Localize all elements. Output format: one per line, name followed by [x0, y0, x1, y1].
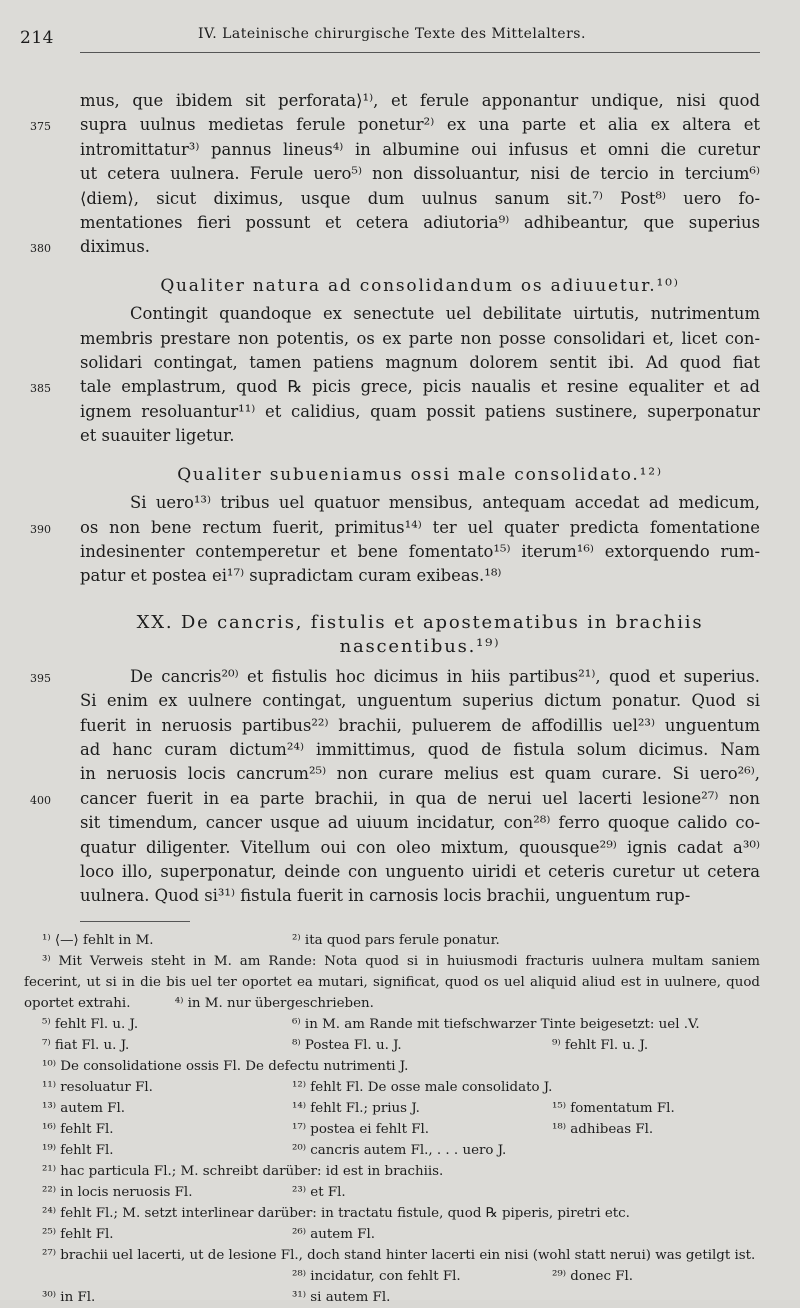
footnote: ²¹⁾ hac particula Fl.; M. schreibt darüber: id est in brachiis. — [42, 1163, 444, 1179]
text-line — [80, 89, 760, 113]
footnote — [24, 951, 760, 1014]
line-text: membris prestare non potentis, os ex parte non posse consolidari et, licet con- — [80, 328, 760, 348]
footnote-row — [24, 1266, 760, 1287]
line-text: diximus. — [80, 237, 150, 257]
footnote: ¹⁶⁾ fehlt Fl. — [42, 1121, 114, 1137]
line-number: 380 — [30, 242, 51, 256]
text-line — [30, 516, 760, 540]
line-text: ⟨diem⟩, sicut diximus, usque dum uulnus sanum sit.⁷⁾ Post⁸⁾ uero fo- — [80, 188, 760, 208]
line-text: mus, que ibidem sit perforata⟩¹⁾, et ferule apponantur undique, nisi quod — [80, 91, 760, 110]
line-text: uulnera. Quod si³¹⁾ fistula fuerit in carnosis locis brachii, unguentum rup- — [80, 886, 691, 906]
text-line — [80, 738, 760, 762]
footnote-row — [24, 1161, 760, 1182]
text-line — [30, 787, 760, 811]
footnote: ²⁵⁾ fehlt Fl. — [42, 1226, 114, 1242]
line-text: Si uero¹³⁾ tribus uel quatuor mensibus, antequam accedat ad medicum, — [130, 493, 760, 513]
text-line — [80, 351, 760, 375]
text-line — [80, 564, 760, 588]
footnote: ¹⁴⁾ fehlt Fl.; prius J. — [292, 1100, 420, 1116]
text-line — [80, 400, 760, 424]
footnote: ⁶⁾ in M. am Rande mit tiefschwarzer Tinte beigesetzt: uel .V. — [292, 1016, 700, 1032]
main-text — [30, 89, 760, 909]
paragraph — [30, 665, 760, 909]
line-text: ut cetera uulnera. Ferule uero⁵⁾ non dissoluantur, nisi de tercio in tercium⁶⁾ — [80, 164, 760, 184]
footnote-row — [24, 1014, 760, 1035]
text-line — [80, 138, 760, 162]
line-text: sit timendum, cancer usque ad uiuum incidatur, con²⁸⁾ ferro quoque calido co- — [80, 813, 760, 833]
paragraph — [30, 89, 760, 260]
line-text: in neruosis locis cancrum²⁵⁾ non curare melius est quam curare. Si uero²⁶⁾, — [80, 764, 760, 784]
footnote: ²⁾ ita quod pars ferule ponatur. — [292, 932, 500, 948]
footnote-row — [24, 1098, 760, 1119]
line-text: ad hanc curam dictum²⁴⁾ immittimus, quod de fistula solum dicimus. Nam — [80, 739, 760, 759]
text-line — [80, 302, 760, 326]
line-number: 375 — [30, 120, 51, 134]
footnote-row — [24, 1056, 760, 1077]
footnote-row — [24, 1140, 760, 1161]
footnote: ³⁰⁾ in Fl. — [42, 1289, 96, 1305]
text-line — [30, 665, 760, 689]
line-number: 395 — [30, 671, 51, 685]
text-line — [30, 375, 760, 399]
paragraph — [30, 302, 760, 448]
footnote: ²⁴⁾ fehlt Fl.; M. setzt interlinear darüber: in tractatu fistule, quod ℞ piperis, piretri etc. — [42, 1205, 630, 1221]
footnote: ²⁹⁾ donec Fl. — [552, 1268, 634, 1284]
footnote-row — [24, 1035, 760, 1056]
footnote: ²³⁾ et Fl. — [292, 1184, 346, 1200]
line-text: os non bene rectum fuerit, primitus¹⁴⁾ ter uel quater predicta fomentatione — [80, 517, 760, 537]
section-heading: Qualiter natura ad consolidandum os adiuuetur.¹⁰⁾ — [160, 275, 680, 296]
line-text: patur et postea ei¹⁷⁾ supradictam curam exibeas.¹⁸⁾ — [80, 566, 502, 586]
text-line — [80, 211, 760, 235]
chapter-heading-line: nascentibus.¹⁹⁾ — [339, 635, 501, 657]
section-heading: Qualiter subueniamus ossi male consolidato.¹²⁾ — [177, 464, 663, 485]
text-line — [80, 162, 760, 186]
line-text: De cancris²⁰⁾ et fistulis hoc dicimus in hiis partibus²¹⁾, quod et superius. — [130, 666, 760, 686]
line-text: Contingit quandoque ex senectute uel debilitate uirtutis, nutrimentum — [130, 304, 760, 324]
footnote: ¹⁰⁾ De consolidatione ossis Fl. De defectu nutrimenti J. — [42, 1058, 409, 1074]
footnote: ¹⁾ ⟨—⟩ fehlt in M. — [42, 932, 154, 948]
text-line — [80, 836, 760, 860]
chapter-heading-line: XX. De cancris, fistulis et apostematibus in brachiis — [136, 611, 704, 633]
footnote-text: ³⁾ Mit Verweis steht in M. am Rande: Nota quod si in huiusmodi fracturis uulnera multam saniem fecerint, ut si in die bis uel ter oportet ea mutari, significat, quod os uel aliquid aliud est in uulnere, quod oportet extrahi. — [24, 953, 760, 1011]
text-line — [30, 113, 760, 137]
paragraph — [30, 491, 760, 589]
text-line — [80, 811, 760, 835]
footnote: ¹⁸⁾ adhibeas Fl. — [552, 1121, 654, 1137]
text-line — [80, 689, 760, 713]
text-line — [80, 491, 760, 515]
footnotes — [24, 930, 760, 1308]
text-line — [80, 540, 760, 564]
chapter-heading — [80, 611, 760, 659]
line-text: tale emplastrum, quod ℞ picis grece, picis naualis et resine equaliter et ad — [80, 377, 760, 397]
text-line — [80, 860, 760, 884]
text-line — [30, 235, 760, 259]
footnote: ³¹⁾ si autem Fl. — [292, 1289, 391, 1305]
line-text: loco illo, superponatur, deinde con unguento uiridi et ceteris curetur ut cetera — [80, 861, 760, 881]
line-number: 400 — [30, 793, 51, 807]
line-number: 390 — [30, 522, 51, 536]
page-number: 214 — [20, 28, 54, 48]
footnote: ²²⁾ in locis neruosis Fl. — [42, 1184, 193, 1200]
footnote: ¹⁵⁾ fomentatum Fl. — [552, 1100, 675, 1116]
text-line — [80, 762, 760, 786]
footnote-row — [24, 1203, 760, 1224]
footnote — [24, 1245, 760, 1266]
line-text: mentationes fieri possunt et cetera adiutoria⁹⁾ adhibeantur, que superius — [80, 213, 760, 233]
footnote-row — [24, 1182, 760, 1203]
text-line — [80, 327, 760, 351]
running-title: IV. Lateinische chirurgische Texte des Mittelalters. — [198, 26, 586, 42]
line-text: intromittatur³⁾ pannus lineus⁴⁾ in albumine oui infusus et omni die curetur — [80, 139, 760, 159]
footnote-row — [24, 1224, 760, 1245]
line-text: solidari contingat, tamen patiens magnum dolorem sentit ibi. Ad quod fiat — [80, 353, 760, 373]
line-text: quatur diligenter. Vitellum oui con oleo mixtum, quousque²⁹⁾ ignis cadat a³⁰⁾ — [80, 837, 760, 857]
footnote: ¹⁹⁾ fehlt Fl. — [42, 1142, 114, 1158]
line-text: Si enim ex uulnere contingat, unguentum superius dictum ponatur. Quod si — [80, 691, 760, 711]
text-line — [80, 424, 760, 448]
line-text: supra uulnus medietas ferule ponetur²⁾ ex una parte et alia ex altera et — [80, 115, 760, 135]
footnote: ²⁶⁾ autem Fl. — [292, 1226, 375, 1242]
footnote: ²⁰⁾ cancris autem Fl., . . . uero J. — [292, 1142, 507, 1158]
footnote-row — [24, 1077, 760, 1098]
text-line — [80, 884, 760, 908]
footnote-row — [24, 1119, 760, 1140]
footnote-row — [24, 1287, 760, 1308]
footnote: ²⁸⁾ incidatur, con fehlt Fl. — [292, 1268, 461, 1284]
footnote: ¹¹⁾ resoluatur Fl. — [42, 1079, 153, 1095]
line-text: ignem resoluantur¹¹⁾ et calidius, quam possit patiens sustinere, superponatur — [80, 401, 760, 421]
footnote-text: ²⁷⁾ brachii uel lacerti, ut de lesione Fl., doch stand hinter lacerti ein nisi (wohl statt nerui) was getilgt ist. — [42, 1247, 756, 1263]
footnote: ⁴⁾ in M. nur übergeschrieben. — [174, 995, 374, 1011]
text-line — [80, 714, 760, 738]
footnote: ¹³⁾ autem Fl. — [42, 1100, 125, 1116]
line-text: cancer fuerit in ea parte brachii, in qua de nerui uel lacerti lesione²⁷⁾ non — [80, 788, 760, 808]
footnote: ⁵⁾ fehlt Fl. u. J. — [42, 1016, 139, 1032]
footnote: ¹²⁾ fehlt Fl. De osse male consolidato J. — [292, 1079, 553, 1095]
line-text: indesinenter contemperetur et bene fomentato¹⁵⁾ iterum¹⁶⁾ extorquendo rum- — [80, 541, 760, 561]
footnote: ⁷⁾ fiat Fl. u. J. — [42, 1037, 130, 1053]
footnote: ⁸⁾ Postea Fl. u. J. — [292, 1037, 402, 1053]
footnote-rule — [80, 921, 190, 922]
footnote: ⁹⁾ fehlt Fl. u. J. — [552, 1037, 649, 1053]
line-number: 385 — [30, 382, 51, 396]
line-text: fuerit in neruosis partibus²²⁾ brachii, puluerem de affodillis uel²³⁾ unguentum — [80, 715, 760, 735]
line-text: et suauiter ligetur. — [80, 426, 235, 446]
footnote: ¹⁷⁾ postea ei fehlt Fl. — [292, 1121, 430, 1137]
text-line — [80, 187, 760, 211]
footnote-row — [24, 930, 760, 951]
running-head — [20, 22, 760, 53]
